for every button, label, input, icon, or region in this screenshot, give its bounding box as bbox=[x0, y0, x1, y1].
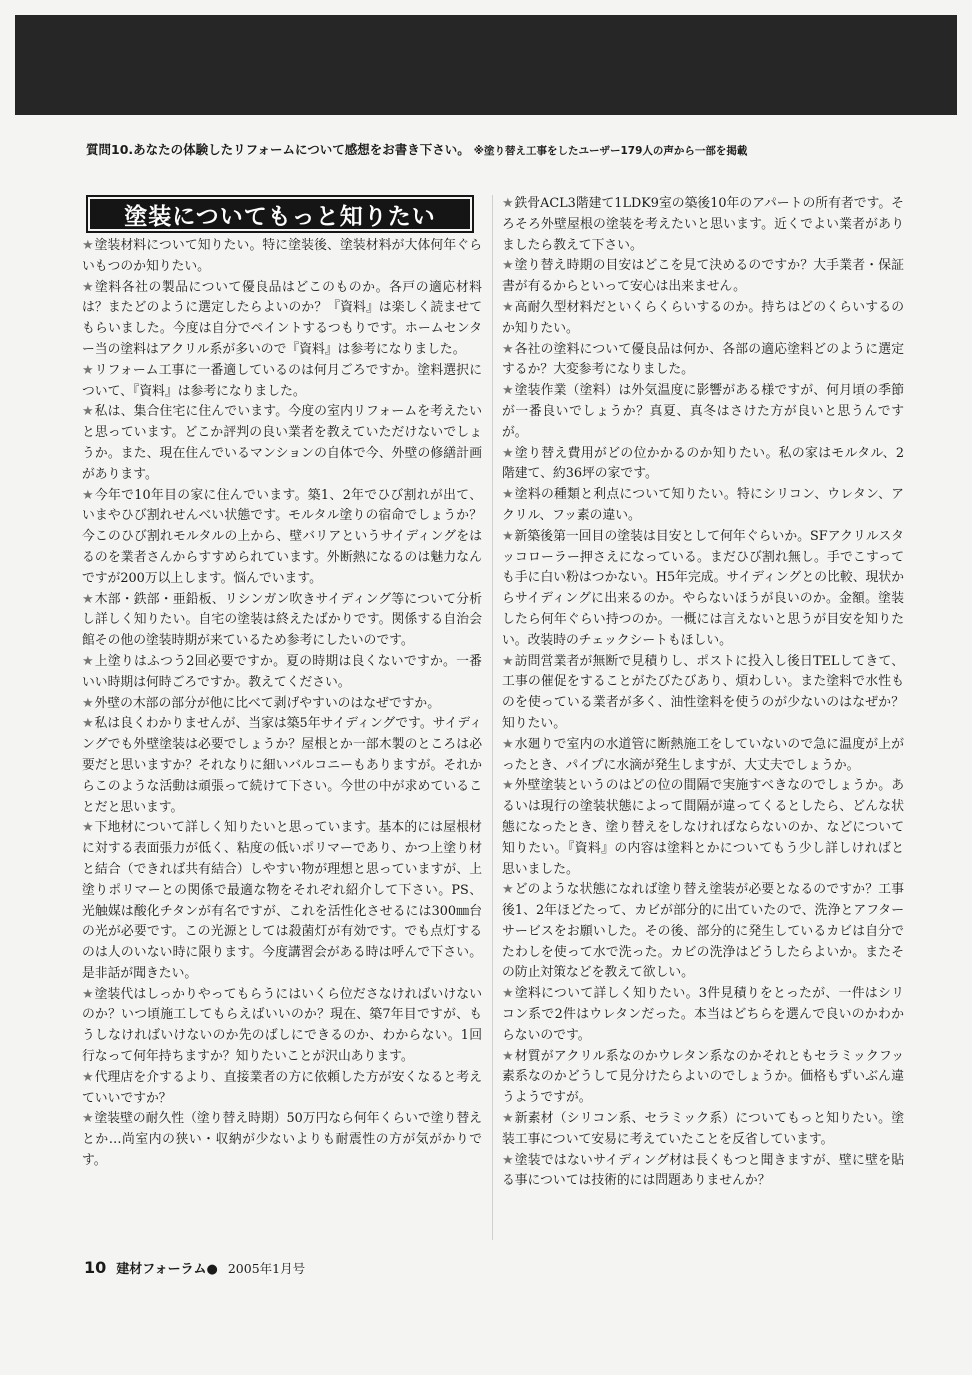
comment-entry bbox=[82, 694, 482, 715]
comment-text: 木部・鉄部・亜鉛板、リシンガン吹きサイディング等について分析し詳しく知りたい。自宅の塗装は終えたばかりです。関係する自治会館その他の塗装時期が来ているため参考にしたいのです。 bbox=[82, 591, 482, 649]
comment-text: 塗料について詳しく知りたい。3件見積りをとったが、一件はシリコン系で2件はウレタンだった。本当はどちらを選んで良いのかわからないのです。 bbox=[502, 986, 904, 1043]
comment-text: 新素材（シリコン系、セラミック系）についてもっと知りたい。塗装工事について安易に考えていたことを反省しています。 bbox=[502, 1111, 904, 1147]
comment-entry bbox=[82, 818, 482, 984]
comment-entry bbox=[502, 527, 904, 652]
comment-entry bbox=[82, 590, 482, 652]
star-icon: ★ bbox=[82, 404, 94, 420]
star-icon: ★ bbox=[502, 653, 514, 669]
comment-text: 高耐久型材料だといくらくらいするのか。持ちはどのくらいするのか知りたい。 bbox=[502, 299, 905, 336]
right-column bbox=[502, 194, 904, 1244]
comment-text: 鉄骨ACL3階建て1LDK9室の築後10年のアパートの所有者です。そろそろ外壁屋根の塗装を考えたいと思います。近くでよい業者がありましたら教えて下さい。 bbox=[502, 196, 904, 253]
comment-entry bbox=[502, 880, 904, 984]
star-icon: ★ bbox=[502, 445, 514, 461]
comment-text: 外壁の木部の部分が他に比べて剥げやすいのはなぜですか。 bbox=[94, 695, 440, 711]
star-icon: ★ bbox=[502, 882, 514, 898]
column-divider bbox=[492, 195, 493, 1240]
comment-entry bbox=[502, 485, 904, 527]
star-icon: ★ bbox=[82, 716, 94, 732]
comment-text: 各社の塗料について優良品は何か、各部の適応塗料どのように選定するか？大変参考になりました。 bbox=[502, 341, 904, 378]
star-icon: ★ bbox=[502, 341, 514, 357]
question-title: 質問10.あなたの体験したリフォームについて感想をお書き下さい。 bbox=[86, 142, 470, 157]
comment-text: どのような状態になれば塗り替え塗装が必要となるのですか？工事後1、2年ほどたって、カビが部分的に出ていたので、洗浄とアフターサービスをお願いした。その後、部分的に発生しているカビは自分でたわしを使って水で洗った。カビの洗浄はどうしたらよいか。またその防止対策などを教えて欲しい。 bbox=[502, 882, 905, 981]
star-icon: ★ bbox=[502, 299, 514, 315]
comment-entry bbox=[502, 735, 904, 777]
star-icon: ★ bbox=[82, 487, 94, 503]
comment-entry bbox=[502, 381, 904, 443]
comment-text: 今年で10年目の家に住んでいます。築1、2年でひび割れが出て、いまやひび割れせんべい状態です。モルタル塗りの宿命でしょうか？今このひび割れモルタルの上から、壁バリアというサイディングをはるのを業者さんからすすめられています。外断熱になるのは魅力なんですが200万以上します。悩んでいます。 bbox=[82, 487, 482, 586]
comment-entry bbox=[502, 652, 904, 735]
comment-entry bbox=[502, 776, 904, 880]
star-icon: ★ bbox=[82, 362, 94, 378]
comment-entry bbox=[82, 278, 482, 361]
page-number: 10 bbox=[84, 1258, 107, 1277]
star-icon: ★ bbox=[82, 695, 94, 711]
comment-text: 私は良くわかりませんが、当家は築5年サイディングです。サイディングでも外壁塗装は必要でしょうか？屋根とか一部木製のところは必要だと思いますか？それなりに細いバルコニーもありますが。それからこのような活動は頑張って続けて下さい。今世の中が求めていることだと思います。 bbox=[82, 716, 482, 815]
comment-text: 代理店を介するより、直接業者の方に依頼した方が安くなると考えていいですか？ bbox=[82, 1069, 482, 1106]
comment-entry bbox=[502, 340, 904, 382]
star-icon: ★ bbox=[82, 1111, 94, 1127]
comment-entry bbox=[502, 256, 904, 298]
comment-text: 塗装作業（塗料）は外気温度に影響がある様ですが、何月頃の季節が一番良いでしょうか？真夏、真冬はさけた方が良いと思うんですが。 bbox=[502, 383, 905, 440]
star-icon: ★ bbox=[82, 986, 94, 1002]
comment-text: 塗装ではないサイディング材は長くもつと聞きますが、壁に壁を貼る事については技術的には問題ありませんか？ bbox=[502, 1152, 904, 1189]
comment-text: 塗料各社の製品について優良品はどこのものか。各戸の適応材料は？またどのように選定したらよいのか？『資料』は楽しく読ませてもらいました。今度は自分でペイントするつもりです。ホームセンター当の塗料はアクリル系が多いので『資料』は参考になりました。 bbox=[82, 279, 482, 357]
comment-entry bbox=[502, 444, 904, 486]
page-footer bbox=[84, 1258, 484, 1282]
header-band bbox=[15, 15, 957, 115]
star-icon: ★ bbox=[502, 1111, 514, 1127]
comment-entry bbox=[82, 402, 482, 485]
comment-text: 外壁塗装というのはどの位の間隔で実施すべきなのでしょうか。あるいは現行の塗装状態によって間隔が違ってくるとしたら、どんな状態になったとき、塗り替えをしなければならないのか、などについて知りたい。『資料』の内容は塗料とかについてもう少し詳しければと思いました。 bbox=[502, 778, 904, 877]
star-icon: ★ bbox=[82, 653, 94, 669]
star-icon: ★ bbox=[502, 487, 514, 503]
star-icon: ★ bbox=[82, 238, 94, 253]
comment-text: 塗装代はしっかりやってもらうにはいくら位ださなければいけないのか？いつ頃施工してもらえばいいのか？現在、築7年目ですが、もうしなければいけないのか先のばしにできるのか、わからない。1回行なって何年持ちますか？知りたいことが沢山あります。 bbox=[82, 986, 482, 1065]
comment-entry bbox=[502, 298, 904, 340]
comment-entry bbox=[82, 652, 482, 694]
magazine-name: 建材フォーラム● bbox=[116, 1262, 218, 1277]
comment-entry bbox=[502, 1151, 904, 1193]
comment-entry bbox=[502, 984, 904, 1046]
comment-entry bbox=[82, 1068, 482, 1110]
comment-entry bbox=[502, 194, 904, 256]
comment-text: 塗装材料について知りたい。特に塗装後、塗装材料が大体何年ぐらいもつのか知りたい。 bbox=[82, 238, 482, 274]
comment-text: 訪問営業者が無断で見積りし、ポストに投入し後日TELしてきて、工事の催促をすることがたびたびあり、煩わしい。また塗料で水性ものを使っている業者が多く、油性塗料を使うのが少ないのはなぜか？知りたい。 bbox=[502, 653, 904, 731]
star-icon: ★ bbox=[502, 258, 514, 274]
comment-text: リフォーム工事に一番適しているのは何月ごろですか。塗料選択について、『資料』は参考になりました。 bbox=[82, 362, 482, 399]
comment-entry bbox=[82, 361, 482, 403]
comment-entry bbox=[82, 236, 482, 278]
left-column bbox=[82, 236, 482, 1241]
question-note: ※塗り替え工事をしたユーザー179人の声から一部を掲載 bbox=[473, 145, 748, 157]
comment-text: 材質がアクリル系なのかウレタン系なのかそれともセラミックフッ素系なのかどうして見分けたらよいのでしょうか。価格もずいぶん違うようですが。 bbox=[502, 1048, 904, 1106]
comment-text: 塗料の種類と利点について知りたい。特にシリコン、ウレタン、アクリル、フッ素の違い。 bbox=[502, 487, 904, 523]
star-icon: ★ bbox=[82, 279, 95, 295]
comment-text: 下地材について詳しく知りたいと思っています。基本的には屋根材に対する表面張力が低く、粘度の低いポリマーであり、かつ上塗り材と結合（できれば共有結合）しやすい物が理想と思っていますが、上塗りポリマーとの関係で最適な物をそれぞれ紹介して下さい。PS、光触媒は酸化チタンが有名ですが、これを活性化させるには300㎜台の光が必要です。この光源としては殺菌灯が有効です。でも点灯するのは人のいない時に限ります。今度講習会がある時は呼んで下さい。是非話が聞きたい。 bbox=[82, 820, 482, 981]
star-icon: ★ bbox=[502, 736, 514, 752]
star-icon: ★ bbox=[502, 196, 514, 211]
star-icon: ★ bbox=[502, 986, 514, 1002]
comment-text: 塗装壁の耐久性（塗り替え時期）50万円なら何年くらいで塗り替えとか…尚室内の狭い・収納が少ないよりも耐震性の方が気がかりです。 bbox=[82, 1111, 482, 1169]
comment-entry bbox=[82, 985, 482, 1068]
comment-entry bbox=[82, 1109, 482, 1171]
comment-text: 塗り替え費用がどの位かかるのか知りたい。私の家はモルタル、2階建て、約36坪の家です。 bbox=[502, 445, 904, 482]
comment-text: 私は、集合住宅に住んでいます。今度の室内リフォームを考えたいと思っています。どこか評判の良い業者を教えていただけないでしょうか。また、現在住んでいるマンションの自体で今、外壁の修繕計画があります。 bbox=[82, 404, 482, 482]
issue-date: 2005年1月号 bbox=[227, 1261, 306, 1276]
comment-entry bbox=[82, 714, 482, 818]
star-icon: ★ bbox=[502, 528, 514, 544]
star-icon: ★ bbox=[502, 1152, 514, 1168]
comment-entry bbox=[502, 1047, 904, 1109]
section-heading: 塗装についてもっと知りたい bbox=[86, 195, 474, 233]
star-icon: ★ bbox=[502, 1048, 514, 1064]
comment-text: 塗り替え時期の目安はどこを見て決めるのですか？大手業者・保証書が有るからといって安心は出来ません。 bbox=[502, 258, 905, 295]
star-icon: ★ bbox=[82, 820, 94, 836]
star-icon: ★ bbox=[502, 383, 514, 399]
star-icon: ★ bbox=[82, 591, 94, 607]
comment-text: 新築後第一回目の塗装は目安として何年ぐらいか。SFアクリルスタッコローラー押さえになっている。まだひび割れ無し。手でこすっても手に白い粉はつかない。H5年完成。サイディングとの比較、現状からサイディングに出来るのか。やらないほうが良いのか。金額。塗装したら何年ぐらい持つのか。一概には言えないと思うが目安を知りたい。改装時のチェックシートもほしい。 bbox=[502, 528, 904, 648]
star-icon: ★ bbox=[502, 778, 514, 794]
star-icon: ★ bbox=[82, 1069, 94, 1085]
question-heading bbox=[86, 140, 946, 158]
comment-entry bbox=[502, 1109, 904, 1151]
comment-text: 上塗りはふつう2回必要ですか。夏の時期は良くないですか。一番いい時期は何時ごろですか。教えてください。 bbox=[82, 653, 482, 690]
comment-text: 水廻りで室内の水道管に断熱施工をしていないので急に温度が上がったとき、パイプに水滴が発生しますが、大丈夫でしょうか。 bbox=[502, 736, 905, 773]
comment-entry bbox=[82, 486, 482, 590]
